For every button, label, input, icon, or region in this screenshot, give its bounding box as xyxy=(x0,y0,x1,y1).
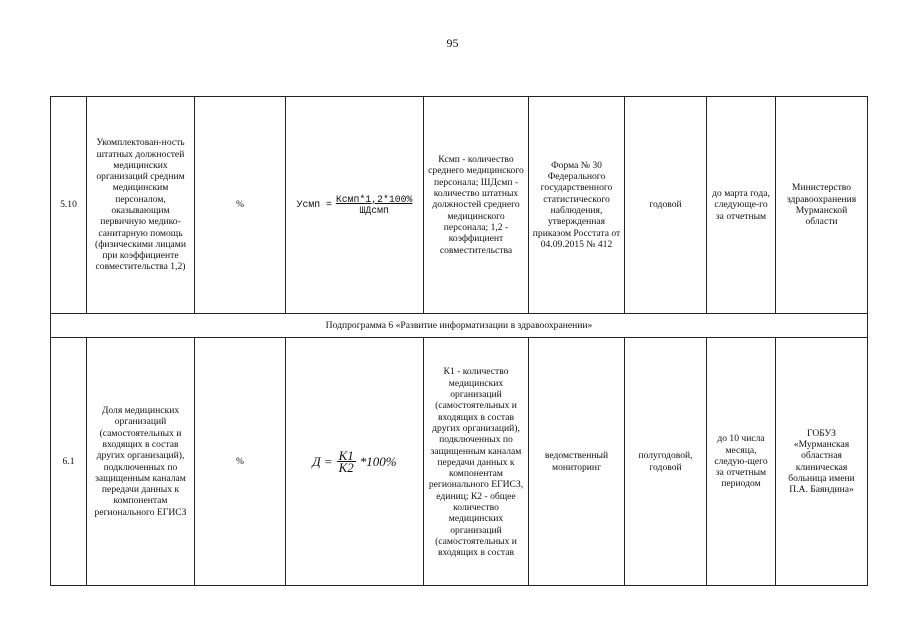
formula xyxy=(312,447,397,475)
source-cell: Форма № 30 Федерального государственного статистического наблюдения, утвержденная приказом Росстата от 04.09.2015 № 412 xyxy=(529,97,625,314)
responsible-cell: ГОБУЗ «Мурманская областная клиническая больница имени П.А. Баяндина» xyxy=(776,338,868,586)
page-number: 95 xyxy=(446,36,459,50)
source-cell: ведомственный мониторинг xyxy=(529,338,625,586)
formula-denominator: ШДсмп xyxy=(359,205,389,216)
indicator-name: Доля медицинских организаций (самостоятельных и входящих в состав других организаций), подключенных по защищенным каналам передачи данных к компонентам регионального ЕГИСЗ xyxy=(87,338,195,586)
formula-lhs: Усмп = xyxy=(296,199,332,211)
table-row xyxy=(51,97,868,314)
indicators-table xyxy=(50,96,868,586)
indicator-text: Укомплектован-ность штатных должностей медицинских организаций средним медицинским персоналом, оказывающим первичную медико-санитарную помощь (физическими лицами при коэффициенте совместительства 1,2) xyxy=(95,137,186,273)
indicator-name xyxy=(87,97,195,314)
frequency-cell: полугодовой, годовой xyxy=(625,338,707,586)
table-row xyxy=(51,338,868,586)
variables-cell: Ксмп - количество среднего медицинского персонала; ШДсмп - количество штатных должностей среднего медицинского персонала; 1,2 - коэффициент совместительства xyxy=(424,97,529,314)
frequency-cell: годовой xyxy=(625,97,707,314)
formula-cell xyxy=(286,338,424,586)
responsible-cell: Министерство здравоохранения Мурманской области xyxy=(776,97,868,314)
unit-cell: % xyxy=(195,338,286,586)
variables-cell xyxy=(424,338,529,586)
formula-numerator: К1 xyxy=(338,447,354,463)
formula-cell xyxy=(286,97,424,314)
unit-cell: % xyxy=(195,97,286,314)
formula-lhs: Д = xyxy=(312,453,333,469)
deadline-cell: до марта года, следующе-го за отчетным xyxy=(707,97,776,314)
formula-denominator: К2 xyxy=(338,460,354,475)
subprogram-title: Подпрограмма 6 «Развитие информатизации в здравоохранении» xyxy=(51,314,868,338)
row-number: 6.1 xyxy=(51,338,87,586)
variables-text: К1 - количество медицинских организаций (самостоятельных и входящих в состав других организаций), подключенных по защищенным каналам передачи данных к компонентам регионального ЕГИСЗ, единиц; К2 - общее количество медицинских организаций (самостоятельных и входящих в состав xyxy=(428,366,524,559)
row-number: 5.10 xyxy=(51,97,87,314)
formula-numerator: Ксмп*1,2*100% xyxy=(335,193,413,205)
subprogram-row xyxy=(51,314,868,338)
formula-fraction xyxy=(336,194,412,217)
formula-fraction xyxy=(337,447,356,475)
deadline-cell: до 10 числа месяца, следую-щего за отчетным периодом xyxy=(707,338,776,586)
formula-rhs: *100% xyxy=(359,453,397,469)
formula xyxy=(297,194,413,217)
